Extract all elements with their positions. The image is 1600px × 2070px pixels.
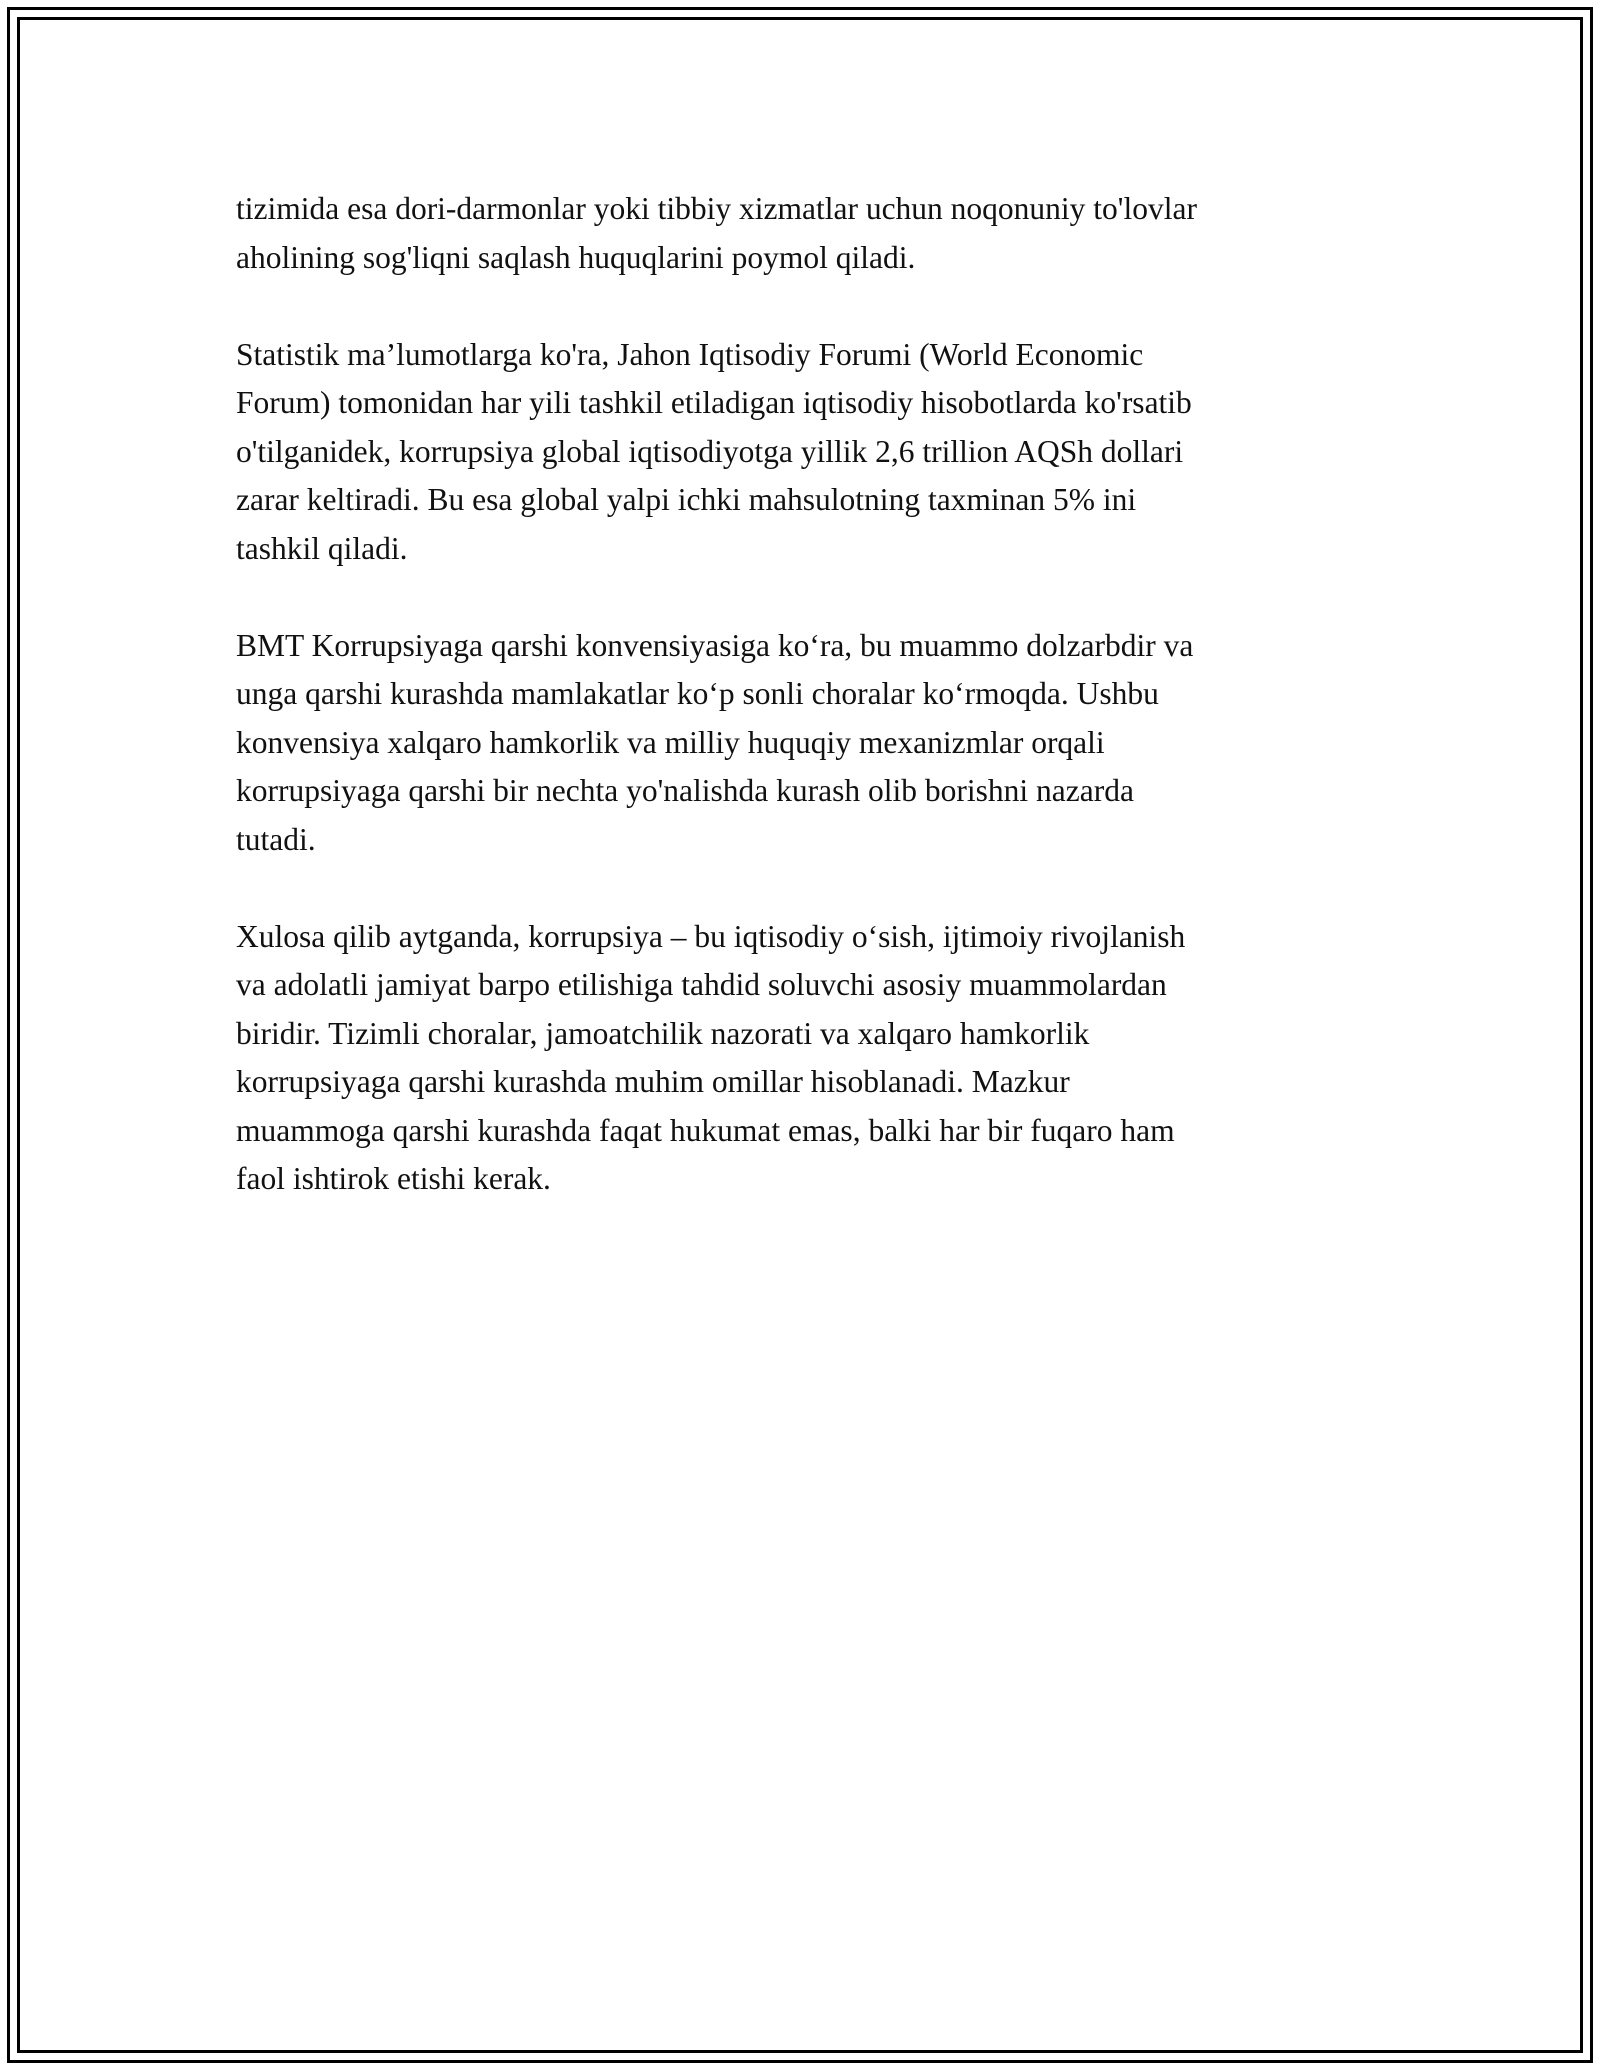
text-line: korrupsiyaga qarshi kurashda muhim omillar hisoblanadi. Mazkur bbox=[236, 1064, 1070, 1099]
text-line: Forum) tomonidan har yili tashkil etiladigan iqtisodiy hisobotlarda ko'rsatib bbox=[236, 385, 1192, 420]
text-line: o'tilganidek, korrupsiya global iqtisodiyotga yillik 2,6 trillion AQSh dollari bbox=[236, 433, 1184, 469]
text-line: zarar keltiradi. Bu esa global yalpi ichki mahsulotning taxminan 5% ini bbox=[236, 482, 1137, 517]
text-line: va adolatli jamiyat barpo etilishiga tahdid soluvchi asosiy muammolardan bbox=[236, 967, 1167, 1002]
text-line: tutadi. bbox=[236, 821, 316, 857]
paragraph-conclusion bbox=[236, 913, 1366, 1204]
text-line: Xulosa qilib aytganda, korrupsiya – bu iqtisodiy o‘sish, ijtimoiy rivojlanish bbox=[236, 918, 1186, 954]
paragraph-un-convention bbox=[236, 622, 1366, 865]
text-line: BMT Korrupsiyaga qarshi konvensiyasiga ko‘ra, bu muammo dolzarbdir va bbox=[236, 627, 1194, 663]
document-body bbox=[236, 185, 1366, 1252]
text-line: tizimida esa dori-darmonlar yoki tibbiy xizmatlar uchun noqonuniy to'lovlar bbox=[236, 191, 1197, 226]
text-line: faol ishtirok etishi kerak. bbox=[236, 1161, 551, 1196]
text-line: unga qarshi kurashda mamlakatlar ko‘p sonli choralar ko‘rmoqda. Ushbu bbox=[236, 676, 1159, 711]
text-line: Statistik ma’lumotlarga ko'ra, Jahon Iqtisodiy Forumi (World Economic bbox=[236, 336, 1144, 372]
paragraph-health-payments bbox=[236, 185, 1366, 282]
text-line: tashkil qiladi. bbox=[236, 530, 408, 566]
text-line: aholining sog'liqni saqlash huquqlarini poymol qiladi. bbox=[236, 239, 916, 275]
paragraph-statistics bbox=[236, 331, 1366, 574]
text-line: muammoga qarshi kurashda faqat hukumat emas, balki har bir fuqaro ham bbox=[236, 1112, 1175, 1148]
text-line: korrupsiyaga qarshi bir nechta yo'nalishda kurash olib borishni nazarda bbox=[236, 773, 1134, 808]
text-line: biridir. Tizimli choralar, jamoatchilik nazorati va xalqaro hamkorlik bbox=[236, 1015, 1090, 1051]
text-line: konvensiya xalqaro hamkorlik va milliy huquqiy mexanizmlar orqali bbox=[236, 724, 1105, 760]
